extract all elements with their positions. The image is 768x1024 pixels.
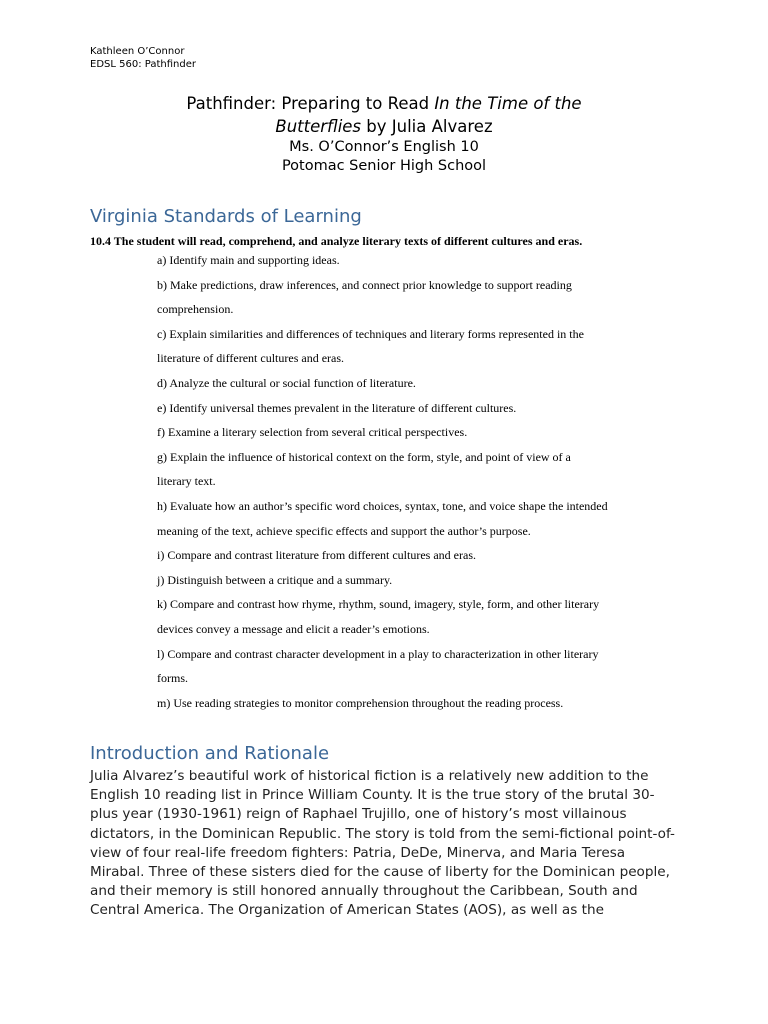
document-title: [0, 92, 768, 176]
standard-item: d) Analyze the cultural or social function of literature.: [157, 375, 416, 390]
standard-item: j) Distinguish between a critique and a summary.: [157, 572, 393, 587]
sol-heading: Virginia Standards of Learning: [90, 206, 362, 227]
standard-item: m) Use reading strategies to monitor comprehension throughout the reading process.: [157, 695, 564, 710]
school-line: Potomac Senior High School: [281, 158, 487, 174]
standard-item: literature of different cultures and eras.: [157, 351, 345, 366]
standard-item: comprehension.: [157, 302, 234, 317]
standard-item: literary text.: [157, 474, 216, 489]
standard-item: i) Compare and contrast literature from different cultures and eras.: [157, 548, 476, 563]
standard-item: e) Identify universal themes prevalent in the literature of different cultures.: [157, 400, 517, 415]
title-line-2: [0, 115, 768, 138]
author-block: [90, 45, 196, 71]
standard-item: forms.: [157, 671, 188, 686]
standard-item: b) Make predictions, draw inferences, and connect prior knowledge to support reading: [157, 277, 572, 292]
standard-item: devices convey a message and elicit a reader’s emotions.: [157, 621, 430, 636]
book-title-part-2: Butterflies: [275, 117, 362, 136]
standard-item: k) Compare and contrast how rhyme, rhythm, sound, imagery, style, form, and other literary: [157, 597, 600, 612]
standard-item: h) Evaluate how an author’s specific word choices, syntax, tone, and voice shape the intended: [157, 498, 608, 513]
book-title-part-1: In the Time of the: [434, 94, 582, 113]
standards-list: [157, 248, 697, 715]
standard-item: c) Explain similarities and differences of techniques and literary forms represented in the: [157, 326, 584, 341]
author-name: Kathleen O’Connor: [90, 46, 185, 57]
standard-item: f) Examine a literary selection from several critical perspectives.: [157, 425, 468, 440]
standard-item: l) Compare and contrast character development in a play to characterization in other literary: [157, 646, 599, 661]
course-name: EDSL 560: Pathfinder: [90, 59, 196, 70]
class-line: Ms. O’Connor’s English 10: [289, 139, 479, 155]
intro-paragraph: Julia Alvarez’s beautiful work of historical fiction is a relatively new addition to the English 10 reading list in Prince William County. It is the true story of the brutal 30-plus year (1930-1961) reign of Raphael Trujillo, one of history’s most villainous dictators, in the Dominican Republic. The story is told from the semi-fictional point-of-view of four real-life freedom fighters: Patria, DeDe, Minerva, and Maria Teresa Mirabal. Three of these sisters died for the cause of liberty for the Dominican people, and their memory is still honored annually throughout the Caribbean, South and Central America. The Organization of American States (AOS), as well as the: [90, 768, 675, 919]
intro-heading: Introduction and Rationale: [90, 743, 330, 764]
title-suffix: by Julia Alvarez: [361, 117, 493, 136]
title-line-1: [0, 92, 768, 115]
standard-item: g) Explain the influence of historical context on the form, style, and point of view of a: [157, 449, 571, 464]
title-prefix: Pathfinder: Preparing to Read: [186, 94, 435, 113]
standard-statement: 10.4 The student will read, comprehend, and analyze literary texts of different cultures and eras.: [90, 234, 583, 248]
standard-item: a) Identify main and supporting ideas.: [157, 253, 340, 267]
standard-item: meaning of the text, achieve specific effects and support the author’s purpose.: [157, 523, 531, 538]
